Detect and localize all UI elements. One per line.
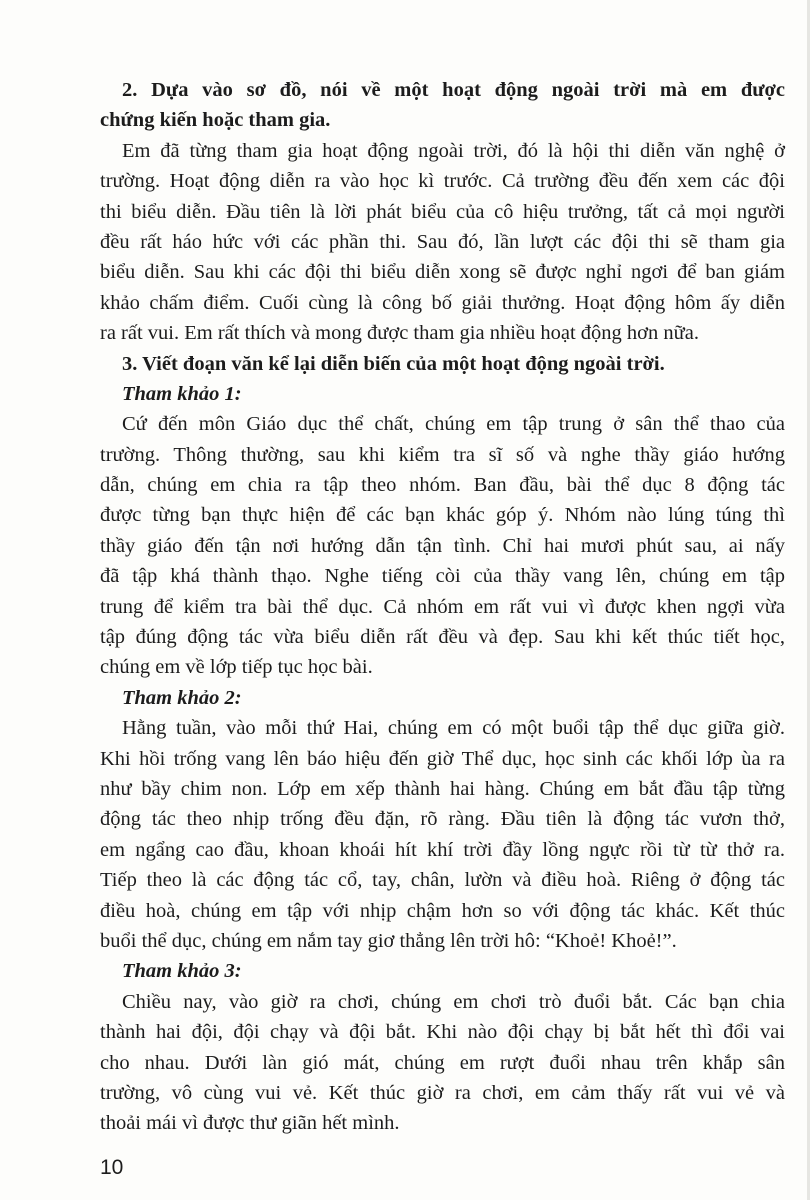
text-line: biểu diễn. Sau khi các đội thi biểu diễn xong sẽ được nghỉ ngơi để ban giám [100, 261, 785, 284]
text-line: cho nhau. Dưới làn gió mát, chúng em rượt đuổi nhau trên khắp sân [100, 1051, 785, 1074]
page-content [100, 75, 785, 1139]
text-line: thầy giáo đến tận nơi hướng dẫn tận tình. Chỉ hai mươi phút sau, ai nấy [100, 534, 785, 557]
text-line: trường. Thông thường, sau khi kiểm tra sĩ số và nghe thầy giáo hướng [100, 443, 785, 466]
paragraph [100, 713, 785, 956]
paragraph [100, 409, 785, 683]
page-number: 10 [100, 1156, 124, 1179]
text-line: điều hoà, chúng em tập với nhịp chậm hơn so với động tác khác. Kết thúc [100, 899, 785, 922]
text-line: Chiều nay, vào giờ ra chơi, chúng em chơi trò đuổi bắt. Các bạn chia [122, 990, 785, 1013]
text-line: 3. Viết đoạn văn kể lại diễn biến của một hoạt động ngoài trời. [122, 352, 665, 375]
exercise-heading [100, 75, 785, 136]
text-line: Hằng tuần, vào mỗi thứ Hai, chúng em có một buổi tập thể dục giữa giờ. [122, 717, 785, 740]
text-line: trung để kiểm tra bài thể dục. Cả nhóm em rất vui vì được khen ngợi vừa [100, 595, 785, 618]
text-line: động tác theo nhịp trống đều đặn, rõ ràng. Đầu tiên là động tác vươn thở, [100, 808, 785, 831]
text-line: đã tập khá thành thạo. Nghe tiếng còi của thầy vang lên, chúng em tập [100, 565, 785, 588]
text-line: chứng kiến hoặc tham gia. [100, 109, 331, 132]
exercise-heading [100, 349, 785, 379]
paragraph [100, 136, 785, 349]
text-line: Tham khảo 2: [122, 686, 242, 709]
text-line: trường, vô cùng vui vẻ. Kết thúc giờ ra chơi, em cảm thấy rất vui vẻ và [100, 1081, 785, 1104]
text-line: chúng em về lớp tiếp tục học bài. [100, 656, 373, 679]
text-line: tập đúng động tác vừa biểu diễn rất đều và đẹp. Sau khi kết thúc tiết học, [100, 626, 785, 649]
text-line: đều rất háo hức với các phần thi. Sau đó, lần lượt các đội thi sẽ tham gia [100, 230, 785, 253]
text-line: ra rất vui. Em rất thích và mong được tham gia nhiều hoạt động hơn nữa. [100, 322, 699, 345]
text-line: dẫn, chúng em chia ra tập theo nhóm. Ban đầu, bài thể dục 8 động tác [100, 474, 785, 497]
text-line: Cứ đến môn Giáo dục thể chất, chúng em tập trung ở sân thể thao của [122, 413, 785, 436]
text-line: Tiếp theo là các động tác cổ, tay, chân, lườn và điều hoà. Riêng ở động tác [100, 869, 785, 892]
text-line: được từng bạn thực hiện để các bạn khác góp ý. Nhóm nào lúng túng thì [100, 504, 785, 527]
paragraph [100, 987, 785, 1139]
text-line: Em đã từng tham gia hoạt động ngoài trời, đó là hội thi diễn văn nghệ ở [122, 139, 785, 162]
text-line: Tham khảo 3: [122, 960, 242, 983]
text-line: trường. Hoạt động diễn ra vào học kì trước. Cả trường đều đến xem các đội [100, 170, 785, 193]
text-line: thoải mái vì được thư giãn hết mình. [100, 1112, 400, 1135]
text-line: thi biểu diễn. Đầu tiên là lời phát biểu của cô hiệu trưởng, tất cả mọi người [100, 200, 785, 223]
reference-heading [100, 379, 785, 409]
reference-heading [100, 956, 785, 986]
text-line: Tham khảo 1: [122, 382, 242, 405]
text-line: như bầy chim non. Lớp em xếp thành hai hàng. Chúng em bắt đầu tập từng [100, 777, 785, 800]
text-line: Khi hồi trống vang lên báo hiệu đến giờ Thể dục, học sinh các khối lớp ùa ra [100, 747, 785, 770]
text-line: thành hai đội, đội chạy và đội bắt. Khi nào đội chạy bị bắt hết thì đổi vai [100, 1021, 785, 1044]
text-line: khảo chấm điểm. Cuối cùng là công bố giải thưởng. Hoạt động hôm ấy diễn [100, 291, 785, 314]
text-line: buổi thể dục, chúng em nắm tay giơ thẳng lên trời hô: “Khoẻ! Khoẻ!”. [100, 929, 677, 952]
text-line: em ngẩng cao đầu, khoan khoái hít khí trời đầy lồng ngực rồi từ từ thở ra. [100, 838, 785, 861]
reference-heading [100, 683, 785, 713]
text-line: 2. Dựa vào sơ đồ, nói về một hoạt động ngoài trời mà em được [122, 79, 785, 101]
